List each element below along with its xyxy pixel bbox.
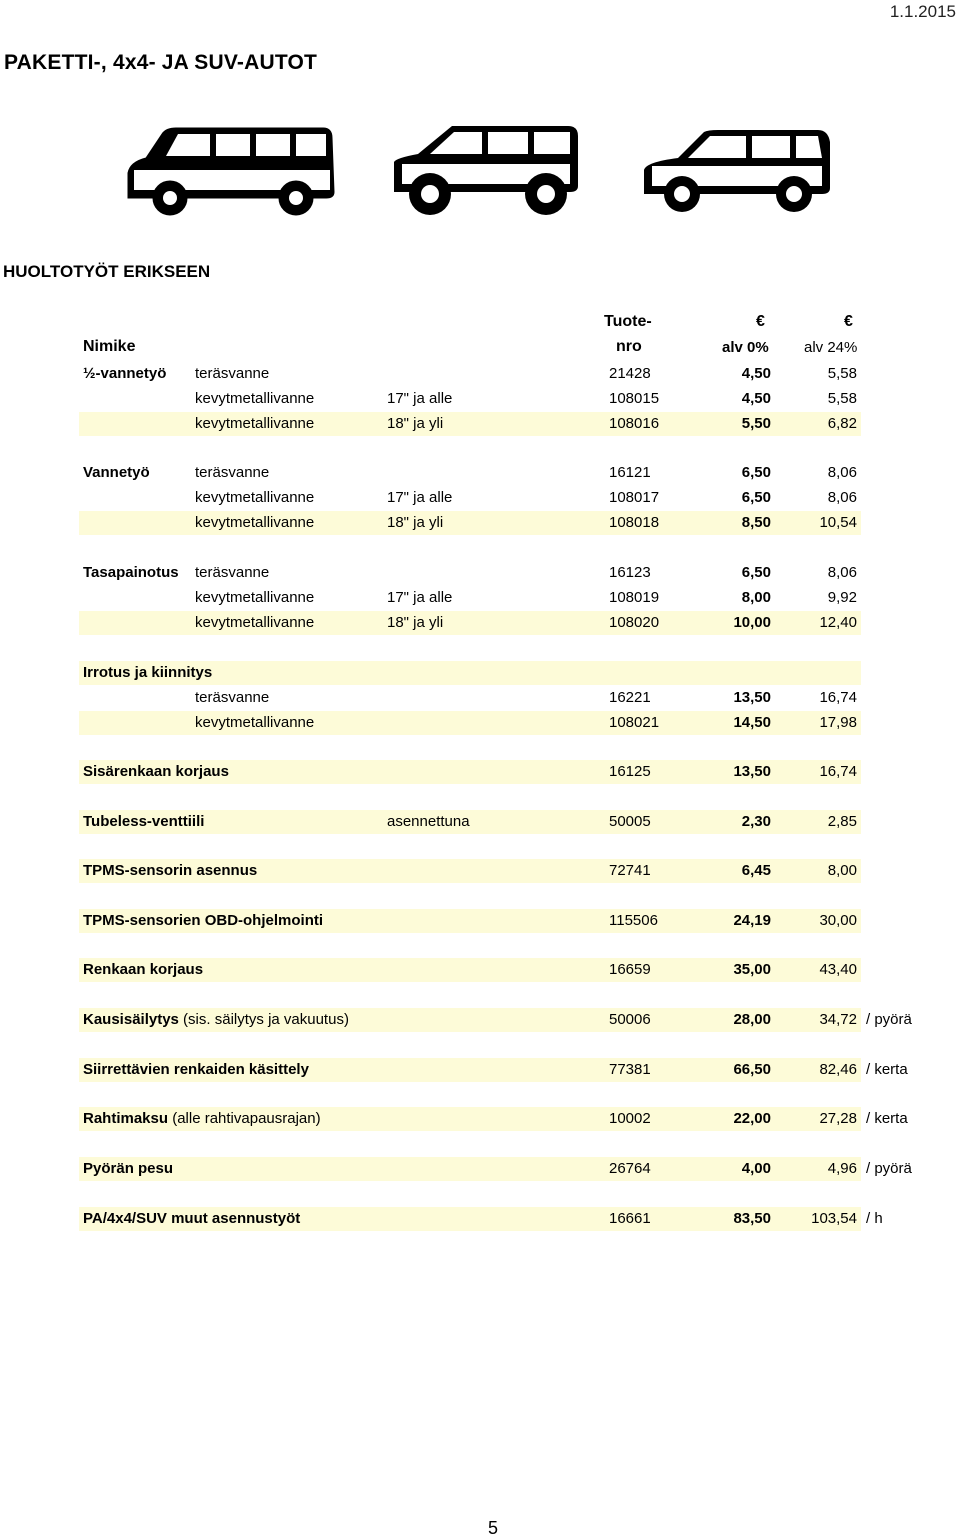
row-name-note: (alle rahtivapausrajan) [168, 1110, 321, 1127]
row-price-vat0: 8,00 [741, 589, 771, 606]
row-name: TPMS-sensorin asennus [83, 862, 258, 879]
row-price-vat24: 9,92 [827, 589, 857, 606]
row-product-code: 16121 [609, 464, 651, 481]
table-row [79, 461, 861, 485]
row-name: Kausisäilytys (sis. säilytys ja vakuutus) [83, 1011, 349, 1028]
table-row [79, 859, 861, 883]
row-product-code: 108017 [609, 489, 660, 506]
row-size: 17" ja alle [387, 589, 453, 606]
row-price-vat24: 17,98 [819, 714, 857, 731]
row-rim-type: teräsvanne [195, 564, 270, 581]
table-row [79, 661, 861, 685]
page-title: PAKETTI-, 4x4- JA SUV-AUTOT [4, 51, 318, 74]
row-price-vat0: 28,00 [733, 1011, 771, 1028]
table-row [79, 561, 861, 585]
row-name: Sisärenkaan korjaus [83, 763, 229, 780]
van-icon [128, 128, 334, 215]
row-price-vat0: 66,50 [733, 1061, 771, 1078]
row-price-vat24: 82,46 [819, 1061, 857, 1078]
row-price-vat0: 5,50 [741, 415, 771, 432]
row-product-code: 21428 [609, 365, 651, 382]
table-row [79, 586, 861, 610]
row-product-code: 16659 [609, 961, 651, 978]
vehicle-illustrations [118, 118, 848, 218]
row-product-code: 16123 [609, 564, 651, 581]
header-euro-24: € [844, 313, 853, 330]
page-number: 5 [488, 1518, 499, 1538]
row-rim-type: kevytmetallivanne [195, 614, 315, 631]
row-size: 17" ja alle [387, 390, 453, 407]
table-row [79, 1107, 908, 1131]
row-product-code: 108015 [609, 390, 660, 407]
row-price-vat0: 13,50 [733, 763, 771, 780]
row-price-vat24: 4,96 [827, 1160, 857, 1177]
row-name: Rahtimaksu (alle rahtivapausrajan) [83, 1110, 321, 1127]
header-code-line2: nro [616, 338, 642, 355]
row-product-code: 16125 [609, 763, 651, 780]
row-rim-type: kevytmetallivanne [195, 415, 315, 432]
row-price-vat0: 14,50 [733, 714, 771, 731]
row-price-vat24: 8,06 [827, 489, 857, 506]
row-price-vat24: 5,58 [827, 390, 857, 407]
header-name: Nimike [83, 338, 136, 355]
row-product-code: 16661 [609, 1210, 651, 1227]
row-price-vat24: 5,58 [827, 365, 857, 382]
suv-icon [644, 130, 830, 212]
row-size: 18" ja yli [387, 415, 444, 432]
table-row [79, 486, 861, 510]
row-price-vat0: 6,50 [741, 564, 771, 581]
row-rim-type: teräsvanne [195, 689, 270, 706]
row-product-code: 16221 [609, 689, 651, 706]
row-unit: / kerta [866, 1110, 908, 1127]
offroad-4x4-icon [394, 126, 578, 215]
row-product-code: 26764 [609, 1160, 651, 1177]
row-rim-type: kevytmetallivanne [195, 489, 315, 506]
row-price-vat24: 8,00 [827, 862, 857, 879]
header-code-line1: Tuote- [604, 313, 652, 330]
row-price-vat0: 6,50 [741, 464, 771, 481]
row-name: ½-vannetyö [83, 365, 167, 382]
row-product-code: 50006 [609, 1011, 651, 1028]
row-price-vat0: 22,00 [733, 1110, 771, 1127]
row-product-code: 77381 [609, 1061, 651, 1078]
row-price-vat0: 24,19 [733, 912, 771, 929]
row-unit: / h [866, 1210, 883, 1227]
row-price-vat24: 34,72 [819, 1011, 857, 1028]
row-name: Tubeless-venttiili [83, 813, 205, 830]
row-price-vat24: 16,74 [819, 689, 857, 706]
row-product-code: 108018 [609, 514, 660, 531]
document-date: 1.1.2015 [889, 2, 956, 21]
row-size: 18" ja yli [387, 514, 444, 531]
row-price-vat24: 10,54 [819, 514, 857, 531]
table-row [79, 711, 861, 735]
table-row [79, 909, 861, 933]
row-product-code: 115506 [609, 912, 658, 929]
row-price-vat24: 27,28 [819, 1110, 857, 1127]
row-price-vat0: 4,50 [741, 365, 771, 382]
row-rim-type: kevytmetallivanne [195, 390, 315, 407]
header-euro-0: € [756, 313, 765, 330]
row-name: Tasapainotus [83, 564, 179, 581]
row-rim-type: kevytmetallivanne [195, 714, 315, 731]
row-name-note: (sis. säilytys ja vakuutus) [178, 1011, 349, 1028]
row-price-vat0: 6,50 [741, 489, 771, 506]
table-row [79, 1058, 908, 1082]
table-row [79, 362, 861, 386]
table-row [79, 611, 861, 635]
row-name: Vannetyö [83, 464, 150, 481]
row-price-vat0: 4,00 [741, 1160, 771, 1177]
table-row [79, 1207, 883, 1231]
row-rim-type: kevytmetallivanne [195, 514, 315, 531]
table-row [79, 511, 861, 535]
row-product-code: 108021 [609, 714, 660, 731]
row-size: 17" ja alle [387, 489, 453, 506]
row-name: PA/4x4/SUV muut asennustyöt [83, 1210, 301, 1227]
row-price-vat0: 35,00 [733, 961, 771, 978]
row-price-vat0: 83,50 [733, 1210, 771, 1227]
row-unit: / pyörä [866, 1160, 912, 1177]
table-row [79, 686, 861, 710]
row-price-vat0: 8,50 [741, 514, 771, 531]
row-size: asennettuna [387, 813, 470, 830]
row-name: Pyörän pesu [83, 1160, 174, 1177]
table-row [79, 1008, 912, 1032]
table-row [79, 958, 861, 982]
table-row [79, 1157, 912, 1181]
table-row [79, 412, 861, 436]
row-price-vat0: 2,30 [741, 813, 771, 830]
row-price-vat24: 103,54 [811, 1210, 857, 1227]
row-unit: / kerta [866, 1061, 908, 1078]
row-size: 18" ja yli [387, 614, 444, 631]
row-product-code: 108020 [609, 614, 660, 631]
row-product-code: 108016 [609, 415, 660, 432]
row-price-vat0: 4,50 [741, 390, 771, 407]
row-rim-type: teräsvanne [195, 464, 270, 481]
row-price-vat24: 16,74 [819, 763, 857, 780]
row-price-vat24: 8,06 [827, 464, 857, 481]
row-unit: / pyörä [866, 1011, 912, 1028]
header-vat0: alv 0% [722, 339, 769, 356]
row-name: Siirrettävien renkaiden käsittely [83, 1061, 309, 1078]
row-price-vat24: 43,40 [819, 961, 857, 978]
row-price-vat24: 6,82 [827, 415, 857, 432]
header-vat24: alv 24% [804, 339, 858, 356]
table-row [79, 387, 861, 411]
row-product-code: 72741 [609, 862, 651, 879]
row-product-code: 50005 [609, 813, 651, 830]
table-row [79, 810, 861, 834]
row-name: Irrotus ja kiinnitys [83, 664, 213, 681]
row-price-vat24: 8,06 [827, 564, 857, 581]
row-price-vat0: 13,50 [733, 689, 771, 706]
row-price-vat0: 6,45 [741, 862, 771, 879]
section-title: HUOLTOTYÖT ERIKSEEN [3, 262, 211, 281]
row-product-code: 108019 [609, 589, 660, 606]
row-price-vat24: 30,00 [819, 912, 857, 929]
table-row [79, 760, 861, 784]
row-name: Renkaan korjaus [83, 961, 204, 978]
row-price-vat24: 2,85 [827, 813, 857, 830]
row-product-code: 10002 [609, 1110, 651, 1127]
row-name: TPMS-sensorien OBD-ohjelmointi [83, 912, 324, 929]
row-rim-type: kevytmetallivanne [195, 589, 315, 606]
row-price-vat24: 12,40 [819, 614, 857, 631]
row-price-vat0: 10,00 [733, 614, 771, 631]
row-rim-type: teräsvanne [195, 365, 270, 382]
